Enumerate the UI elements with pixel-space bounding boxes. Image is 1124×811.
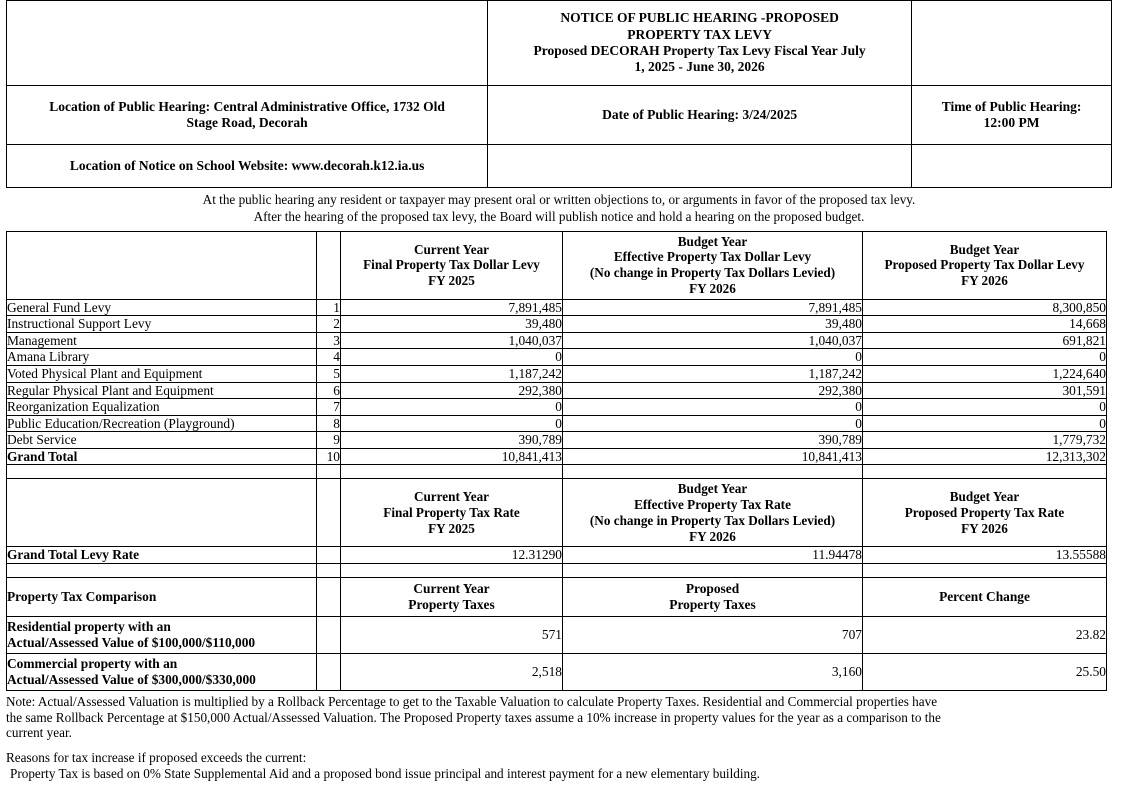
- levy-row-effective: 10,841,413: [563, 448, 863, 465]
- spacer-cell: [7, 465, 317, 479]
- public-hearing-statement: [6, 188, 1112, 231]
- levy-row-proposed: 691,821: [863, 332, 1107, 349]
- levy-row-proposed: 14,668: [863, 316, 1107, 333]
- comparison-row-num-blank: [317, 653, 341, 690]
- comparison-row-label-l1: Commercial property with an: [7, 655, 178, 671]
- cmp-hdr-cur-l1: Current Year: [413, 580, 490, 596]
- table-row: [7, 432, 1107, 449]
- comparison-row-percent: 23.82: [863, 616, 1107, 653]
- levy-hdr-eff-l3: (No change in Property Tax Dollars Levied): [589, 265, 836, 281]
- levy-header-num-blank: [317, 231, 341, 299]
- comparison-header-row: [7, 577, 1107, 616]
- levy-row-proposed: 0: [863, 349, 1107, 366]
- rate-hdr-prop-l2: Proposed Property Tax Rate: [904, 504, 1065, 520]
- comparison-row-commercial: [7, 653, 1107, 690]
- comparison-row-num-blank: [317, 616, 341, 653]
- hearing-time-line2: 12:00 PM: [983, 115, 1040, 130]
- hearing-date-cell: Date of Public Hearing: 3/24/2025: [488, 86, 912, 145]
- levy-hdr-prop-l3: FY 2026: [961, 273, 1008, 289]
- spacer-cell: [7, 563, 317, 577]
- comparison-row-proposed: 3,160: [563, 653, 863, 690]
- hearing-time-cell: [912, 86, 1112, 145]
- reasons-label: Reasons for tax increase if proposed exceeds the current:: [6, 750, 307, 766]
- levy-row-number: 1: [317, 299, 341, 316]
- levy-row-label: Reorganization Equalization: [7, 399, 317, 416]
- levy-row-current: 0: [341, 399, 563, 416]
- comparison-row-label: [7, 653, 317, 690]
- spacer-cell: [317, 465, 341, 479]
- spacer-cell: [863, 563, 1107, 577]
- levy-row-effective: 7,891,485: [563, 299, 863, 316]
- statement-line2: After the hearing of the proposed tax levy, the Board will publish notice and hold a hearing on the proposed budget.: [253, 208, 865, 224]
- levy-hdr-cur-l2: Final Property Tax Dollar Levy: [363, 257, 540, 273]
- comparison-row-proposed: 707: [563, 616, 863, 653]
- levy-row-effective: 390,789: [563, 432, 863, 449]
- levy-hdr-prop-l2: Proposed Property Tax Dollar Levy: [884, 257, 1085, 273]
- rate-header-proposed: [863, 479, 1107, 547]
- levy-row-number: 4: [317, 349, 341, 366]
- comparison-header-proposed: [563, 577, 863, 616]
- notice-title-line3: Proposed DECORAH Property Tax Levy Fiscal Year July: [533, 43, 866, 58]
- notice-title-line1: NOTICE OF PUBLIC HEARING -PROPOSED: [560, 10, 839, 26]
- levy-row-current: 1,040,037: [341, 332, 563, 349]
- levy-row-current: 292,380: [341, 382, 563, 399]
- levy-row-number: 10: [317, 448, 341, 465]
- table-row: [7, 349, 1107, 366]
- levy-row-label: Regular Physical Plant and Equipment: [7, 382, 317, 399]
- spacer-cell: [563, 563, 863, 577]
- notice-blank-cell-right: [912, 1, 1112, 86]
- notes-gap: [6, 741, 1118, 750]
- notice-website-cell: Location of Notice on School Website: www.decorah.k12.ia.us: [7, 145, 488, 188]
- levy-row-proposed: 301,591: [863, 382, 1107, 399]
- comparison-row-label: [7, 616, 317, 653]
- note-line-3: current year.: [6, 725, 72, 741]
- levy-row-proposed: 12,313,302: [863, 448, 1107, 465]
- hearing-location-cell: [7, 86, 488, 145]
- levy-row-label: Amana Library: [7, 349, 317, 366]
- levy-hdr-eff-l2: Effective Property Tax Dollar Levy: [613, 249, 812, 265]
- levy-row-label: Grand Total: [7, 448, 317, 465]
- rate-hdr-prop-l3: FY 2026: [961, 520, 1008, 536]
- rate-hdr-cur-l3: FY 2025: [428, 520, 475, 536]
- table-row: [7, 316, 1107, 333]
- levy-row-current: 1,187,242: [341, 365, 563, 382]
- levy-row-current: 0: [341, 349, 563, 366]
- levy-header-proposed: [863, 231, 1107, 299]
- rate-header-current-year: [341, 479, 563, 547]
- notice-title-cell: [488, 1, 912, 86]
- levy-row-current: 7,891,485: [341, 299, 563, 316]
- rate-hdr-eff-l4: FY 2026: [689, 528, 736, 544]
- notice-website-blank-right: [912, 145, 1112, 188]
- comparison-row-label-l2: Actual/Assessed Value of $300,000/$330,000: [7, 671, 256, 687]
- rate-row-proposed: 13.55588: [863, 547, 1107, 564]
- spacer-row-2: [7, 563, 1107, 577]
- comparison-header-percent-change: Percent Change: [863, 577, 1107, 616]
- notice-title-row: [7, 1, 1112, 86]
- hearing-time-line1: Time of Public Hearing:: [941, 98, 1082, 114]
- footer-notes: [6, 694, 1118, 782]
- cmp-hdr-cur-l2: Property Taxes: [408, 596, 495, 612]
- levy-header-current-year: [341, 231, 563, 299]
- levy-row-number: 2: [317, 316, 341, 333]
- rate-header-effective: [563, 479, 863, 547]
- levy-row-label: Debt Service: [7, 432, 317, 449]
- levy-row-label: Voted Physical Plant and Equipment: [7, 365, 317, 382]
- levy-row-number: 7: [317, 399, 341, 416]
- comparison-header-num-blank: [317, 577, 341, 616]
- levy-header-label-blank: [7, 231, 317, 299]
- rate-header-row: [7, 479, 1107, 547]
- levy-row-effective: 292,380: [563, 382, 863, 399]
- spacer-row-1: [7, 465, 1107, 479]
- levy-row-number: 9: [317, 432, 341, 449]
- levy-hdr-prop-l1: Budget Year: [949, 241, 1020, 257]
- property-tax-levy-table: [6, 231, 1107, 691]
- levy-row-label: Public Education/Recreation (Playground): [7, 415, 317, 432]
- levy-hdr-cur-l3: FY 2025: [428, 273, 475, 289]
- rate-row-current: 12.31290: [341, 547, 563, 564]
- notice-title-line4: 1, 2025 - June 30, 2026: [634, 59, 765, 75]
- comparison-row-label-l1: Residential property with an: [7, 618, 171, 634]
- levy-row-number: 3: [317, 332, 341, 349]
- levy-hdr-eff-l1: Budget Year: [677, 233, 748, 249]
- levy-row-effective: 39,480: [563, 316, 863, 333]
- spacer-cell: [863, 465, 1107, 479]
- levy-row-effective: 1,187,242: [563, 365, 863, 382]
- rate-row-label: Grand Total Levy Rate: [7, 547, 317, 564]
- levy-row-proposed: 1,224,640: [863, 365, 1107, 382]
- reasons-text: Property Tax is based on 0% State Supplemental Aid and a proposed bond issue principal and interest payment for a new elementary building.: [10, 766, 760, 782]
- levy-hdr-eff-l4: FY 2026: [689, 281, 736, 297]
- levy-row-number: 8: [317, 415, 341, 432]
- notice-website-blank-mid: [488, 145, 912, 188]
- levy-row-current: 10,841,413: [341, 448, 563, 465]
- rate-hdr-eff-l1: Budget Year: [677, 481, 748, 497]
- levy-row-proposed: 8,300,850: [863, 299, 1107, 316]
- cmp-hdr-prop-l2: Property Taxes: [669, 596, 756, 612]
- comparison-row-label-l2: Actual/Assessed Value of $100,000/$110,000: [7, 634, 256, 650]
- spacer-cell: [341, 563, 563, 577]
- notice-website-row: [7, 145, 1112, 188]
- levy-header-row: [7, 231, 1107, 299]
- rate-hdr-eff-l3: (No change in Property Tax Dollars Levied): [589, 512, 836, 528]
- spacer-cell: [341, 465, 563, 479]
- rate-header-num-blank: [317, 479, 341, 547]
- grand-total-levy-rate-row: [7, 547, 1107, 564]
- rate-row-number-blank: [317, 547, 341, 564]
- levy-row-current: 390,789: [341, 432, 563, 449]
- levy-row-effective: 1,040,037: [563, 332, 863, 349]
- table-row: [7, 365, 1107, 382]
- comparison-row-residential: [7, 616, 1107, 653]
- note-line-2: the same Rollback Percentage at $150,000 Actual/Assessed Valuation. The Proposed Property taxes assume a 10% increase in property values for the year as a comparison to the: [6, 709, 941, 725]
- comparison-title: Property Tax Comparison: [7, 577, 317, 616]
- statement-line1: At the public hearing any resident or taxpayer may present oral or written objections to, or arguments in favor of the proposed tax levy.: [202, 192, 916, 207]
- levy-row-proposed: 0: [863, 415, 1107, 432]
- note-line-1: Note: Actual/Assessed Valuation is multiplied by a Rollback Percentage to get to the Taxable Valuation to calculate Property Taxes. Residential and Commercial properties have: [6, 693, 938, 709]
- levy-row-effective: 0: [563, 415, 863, 432]
- levy-row-current: 39,480: [341, 316, 563, 333]
- levy-row-current: 0: [341, 415, 563, 432]
- notice-blank-cell-left: [7, 1, 488, 86]
- rate-row-effective: 11.94478: [563, 547, 863, 564]
- comparison-header-current: [341, 577, 563, 616]
- levy-row-effective: 0: [563, 399, 863, 416]
- hearing-location-line2: Stage Road, Decorah: [186, 115, 308, 130]
- notice-title-line2: PROPERTY TAX LEVY: [627, 26, 773, 42]
- cmp-hdr-prop-l1: Proposed: [685, 580, 740, 596]
- table-row: [7, 332, 1107, 349]
- comparison-row-current: 2,518: [341, 653, 563, 690]
- comparison-row-current: 571: [341, 616, 563, 653]
- levy-row-label: General Fund Levy: [7, 299, 317, 316]
- levy-row-proposed: 0: [863, 399, 1107, 416]
- notice-location-row: [7, 86, 1112, 145]
- table-row: [7, 399, 1107, 416]
- levy-row-number: 6: [317, 382, 341, 399]
- levy-row-number: 5: [317, 365, 341, 382]
- rate-hdr-eff-l2: Effective Property Tax Rate: [634, 496, 791, 512]
- table-row: [7, 415, 1107, 432]
- table-row: [7, 382, 1107, 399]
- comparison-row-percent: 25.50: [863, 653, 1107, 690]
- levy-hdr-cur-l1: Current Year: [413, 241, 490, 257]
- rate-header-label-blank: [7, 479, 317, 547]
- hearing-location-line1: Location of Public Hearing: Central Administrative Office, 1732 Old: [49, 98, 445, 114]
- spacer-cell: [317, 563, 341, 577]
- grand-total-row: [7, 448, 1107, 465]
- rate-hdr-cur-l2: Final Property Tax Rate: [383, 504, 520, 520]
- rate-hdr-cur-l1: Current Year: [413, 488, 490, 504]
- levy-row-label: Instructional Support Levy: [7, 316, 317, 333]
- rate-hdr-prop-l1: Budget Year: [949, 488, 1020, 504]
- levy-row-label: Management: [7, 332, 317, 349]
- levy-row-effective: 0: [563, 349, 863, 366]
- table-row: [7, 299, 1107, 316]
- levy-row-proposed: 1,779,732: [863, 432, 1107, 449]
- spacer-cell: [563, 465, 863, 479]
- notice-header-table: [6, 0, 1112, 188]
- levy-header-effective: [563, 231, 863, 299]
